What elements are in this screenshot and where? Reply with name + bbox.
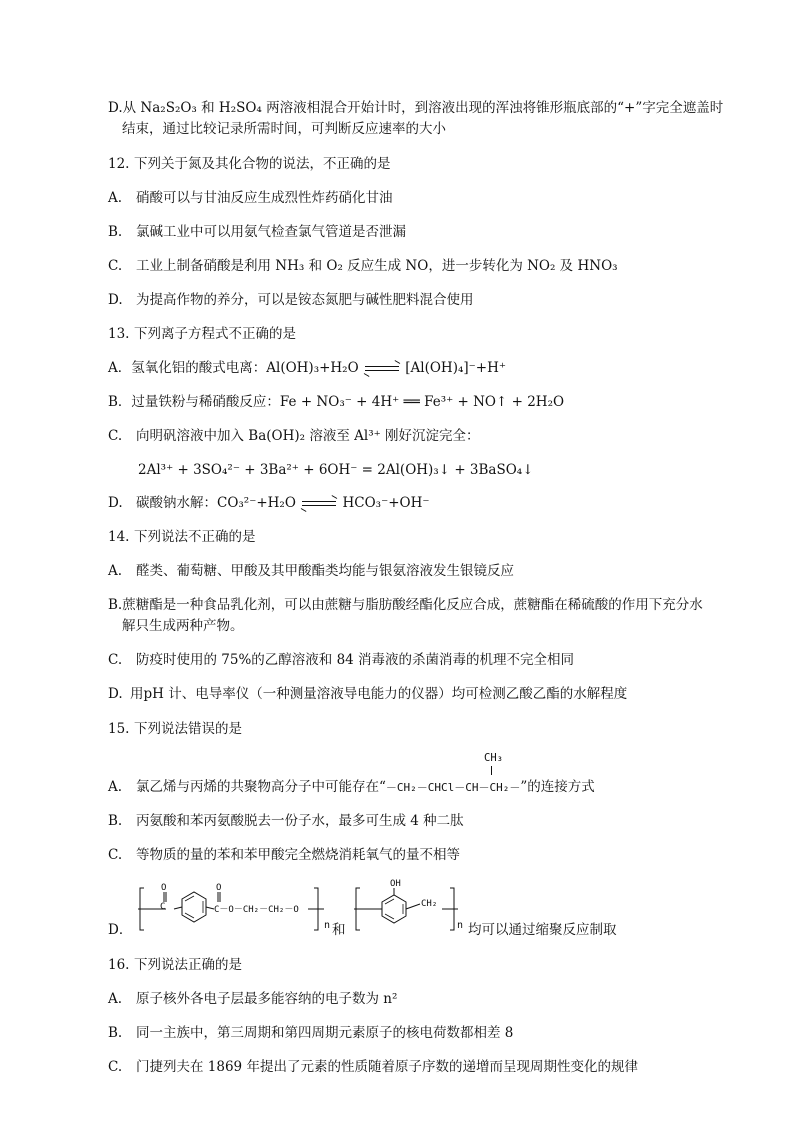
q16-stem <box>108 956 734 974</box>
q13-number: 13. <box>108 326 130 342</box>
q15-option-c <box>108 846 734 864</box>
q13-option-b <box>108 393 734 411</box>
phenolic-resin-structure-icon <box>354 880 460 938</box>
option-label: B． <box>108 394 132 410</box>
option-label: B. <box>108 597 123 613</box>
option-label: B. <box>108 1025 123 1041</box>
option-label: C. <box>108 428 123 444</box>
option-text-pre: 氯乙烯与丙烯的共聚物高分子中可能存在“ <box>136 779 386 795</box>
equation-rhs: [Al(OH)₄]⁻+H⁺ <box>405 360 506 376</box>
equilibrium-arrow-icon <box>365 364 399 374</box>
q14-option-a <box>108 562 734 580</box>
option-text: 向明矾溶液中加入 Ba(OH)₂ 溶液至 Al³⁺ 刚好沉淀完全： <box>136 428 480 444</box>
option-label: B. <box>108 224 123 240</box>
option-text: 等物质的量的苯和苯甲酸完全燃烧消耗氧气的量不相等 <box>136 847 460 863</box>
q16-stem-text: 下列说法正确的是 <box>134 957 242 973</box>
option-text: 蔗糖酯是一种食品乳化剂，可以由蔗糖与脂肪酸经酯化反应合成，蔗糖酯在稀硫酸的作用下充分水 <box>122 597 703 613</box>
option-text: 醛类、葡萄糖、甲酸及其甲酸酯类均能与银氨溶液发生银镜反应 <box>136 563 514 579</box>
option-text-post: ”的连接方式 <box>520 779 595 795</box>
repeat-n-label: n <box>457 920 464 931</box>
q15-option-d-label: D． <box>108 922 133 938</box>
copolymer-segment-formula: －CH₂－CHCl－CH－CH₂－ <box>385 781 521 794</box>
option-label: C. <box>108 847 123 863</box>
q14-stem <box>108 528 734 546</box>
q15-option-a <box>108 778 734 797</box>
option-label: A. <box>108 190 123 206</box>
carbonyl-o-label: O <box>216 883 222 893</box>
repeat-n-label: n <box>324 920 331 931</box>
q14-option-d <box>108 685 734 703</box>
equation-lhs: 氢氧化铝的酸式电离：Al(OH)₃+H₂O <box>131 360 359 376</box>
option-text: 用pH 计、电导率仪（一种测量溶液导电能力的仪器）均可检测乙酸乙酯的水解程度 <box>130 686 628 702</box>
q15-number: 15. <box>108 721 130 737</box>
and-text: 和 <box>332 922 346 938</box>
q15-stem <box>108 720 734 738</box>
q16-option-c <box>108 1058 734 1076</box>
equation-lhs: 碳酸钠水解：CO₃²⁻+H₂O <box>136 495 296 511</box>
methylene-label: CH₂ <box>421 899 438 909</box>
option-text: 硝酸可以与甘油反应生成烈性炸药硝化甘油 <box>136 190 393 206</box>
ester-chain-label: C－O－CH₂－CH₂－O <box>214 905 299 915</box>
q12-option-b <box>108 223 734 241</box>
q15-option-d-text: 均可以通过缩聚反应制取 <box>468 922 617 938</box>
q12-option-a <box>108 189 734 207</box>
option-label: D. <box>108 686 123 702</box>
q14-stem-text: 下列说法不正确的是 <box>134 529 256 545</box>
q15-stem-text: 下列说法错误的是 <box>134 721 242 737</box>
q14-number: 14. <box>108 529 130 545</box>
option-label: C. <box>108 652 123 668</box>
option-text: 氯碱工业中可以用氨气检查氯气管道是否泄漏 <box>136 224 406 240</box>
option-label: D. <box>108 292 123 308</box>
q14-option-b-line2: 解只生成两种产物。 <box>122 618 244 634</box>
option-text: 防疫时使用的 75%的乙醇溶液和 84 消毒液的杀菌消毒的机理不完全相同 <box>136 652 575 668</box>
q14-option-b-line1 <box>108 596 734 614</box>
q13-option-a <box>108 359 734 377</box>
q13-stem-text: 下列离子方程式不正确的是 <box>134 326 296 342</box>
option-label: B. <box>108 813 123 829</box>
q12-stem-text: 下列关于氮及其化合物的说法，不正确的是 <box>134 156 391 172</box>
q11-option-d-line2: 结束，通过比较记录所需时间，可判断反应速率的大小 <box>122 121 446 137</box>
q12-option-c <box>108 257 734 275</box>
option-text: 工业上制备硝酸是利用 NH₃ 和 O₂ 反应生成 NO，进一步转化为 NO₂ 及 HNO₃ <box>136 258 618 274</box>
option-text: 过量铁粉与稀硝酸反应：Fe + NO₃⁻ + 4H⁺ ══ Fe³⁺ + NO↑ + 2H₂O <box>131 394 565 410</box>
option-text: 门捷列夫在 1869 年提出了元素的性质随着原子序数的递增而呈现周期性变化的规律 <box>136 1059 638 1075</box>
option-label: C. <box>108 258 123 274</box>
q15-option-b <box>108 812 734 830</box>
q13-option-c <box>108 427 734 445</box>
equilibrium-arrow-icon <box>302 499 336 509</box>
q16-number: 16. <box>108 957 130 973</box>
q13-option-c-equation: 2Al³⁺ + 3SO₄²⁻ + 3Ba²⁺ + 6OH⁻ = 2Al(OH)₃↓ + 3BaSO₄↓ <box>138 462 534 478</box>
option-label: A. <box>108 991 123 1007</box>
option-label: C. <box>108 1059 123 1075</box>
q12-number: 12. <box>108 156 130 172</box>
carbonyl-c-label: C <box>160 902 166 912</box>
methyl-branch-label: CH₃ <box>484 752 503 764</box>
option-label: A. <box>108 563 123 579</box>
q16-option-a <box>108 990 734 1008</box>
option-label: D. <box>108 495 123 511</box>
option-label: A． <box>108 360 132 376</box>
q12-stem <box>108 155 734 173</box>
hydroxyl-label: OH <box>390 879 401 889</box>
option-text: 原子核外各电子层最多能容纳的电子数为 n² <box>136 991 398 1007</box>
q16-option-b <box>108 1024 734 1042</box>
q13-option-d <box>108 494 734 512</box>
q13-stem <box>108 325 734 343</box>
option-label: A. <box>108 779 123 795</box>
q12-option-d <box>108 291 734 309</box>
option-text: 同一主族中，第三周期和第四周期元素原子的核电荷数都相差 8 <box>136 1025 514 1041</box>
branch-bond <box>491 766 492 775</box>
equation-rhs: HCO₃⁻+OH⁻ <box>342 495 430 511</box>
option-text: 丙氨酸和苯丙氨酸脱去一份子水，最多可生成 4 种二肽 <box>136 813 464 829</box>
option-text: 为提高作物的养分，可以是铵态氮肥与碱性肥料混合使用 <box>136 292 474 308</box>
carbonyl-o-label: O <box>161 883 167 893</box>
q14-option-c <box>108 651 734 669</box>
q11-option-d-line1: D.从 Na₂S₂O₃ 和 H₂SO₄ 两溶液相混合开始计时，到溶液出现的浑浊将锥形瓶底部的“+”字完全遮盖时 <box>108 100 724 116</box>
